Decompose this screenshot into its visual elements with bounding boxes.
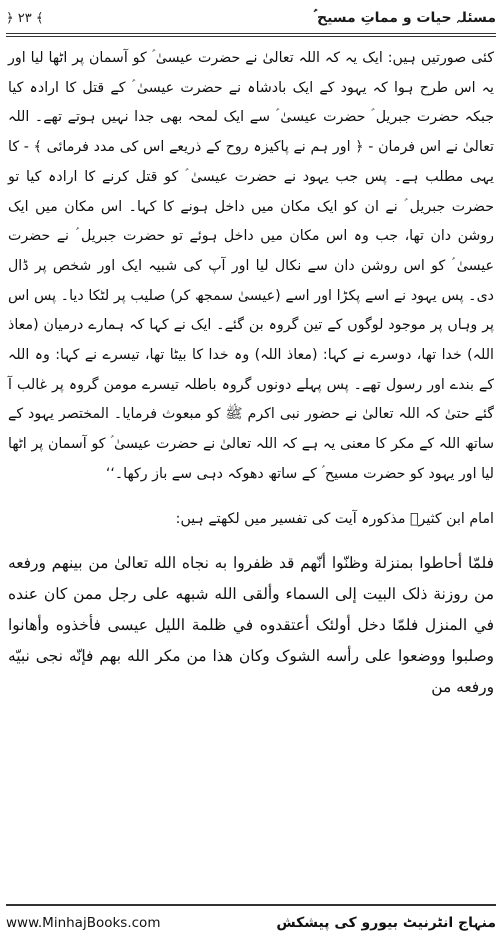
urdu-paragraph: کئی صورتیں ہیں: ایک یہ کہ اللہ تعالیٰ نے حضرت عیسیٰ ؑ کو آسمان پر اٹھا لیا اور یہ اس طرح ہوا کہ یہود کے ایک بادشاہ نے حضرت عیسیٰ ؑ کے قتل کا ارادہ کیا جبکہ حضرت جبریل ؑ حضرت عیسیٰ ؑ سے ایک لمحہ بھی جدا نہیں ہوتے تھے۔ اللہ تعالیٰ نے اس فرمان - ﴿ اور ہم نے پاکیزہ روح کے ذریعے اس کی مدد فرمائی ﴾ - کا یہی مطلب ہے۔ پس جب یہود نے حضرت عیسیٰ ؑ کو قتل کرنے کا ارادہ کیا تو حضرت جبریل ؑ نے ان کو ایک مکان میں داخل ہونے کا کہا۔ اس مکان میں ایک روشن دان تھا، جب وہ اس مکان میں داخل ہوئے تو حضرت جبریل ؑ نے حضرت عیسیٰ ؑ کو اس روشن دان سے نکال لیا اور آپ کی شبیہ ایک اور شخص پر ڈال دی۔ پس یہود نے اسے پکڑا اور اسے (عیسیٰ سمجھ کر) صلیب پر لٹکا دیا۔ پس اس پر وہاں پر موجود لوگوں کے تین گروہ بن گئے۔ ایک نے کہا کہ ہمارے درمیان (معاذ اللہ) خدا تھا، دوسرے نے کہا: (معاذ اللہ) وہ خدا کا بیٹا تھا، تیسرے نے کہا: وہ اللہ کے بندے اور رسول تھے۔ پس پہلے دونوں گروہ باطلہ تیسرے مومن گروہ پر غالب آ گئے حتیٰ کہ اللہ تعالیٰ نے حضور نبی اکرم ﷺ کو مبعوث فرمایا۔ المختصر یہود کے ساتھ اللہ کے مکر کا معنی یہ ہے کہ اللہ تعالیٰ نے حضرت عیسیٰ ؑ کو آسمان پر اٹھا لیا اور یہود کو حضرت مسیح ؑ کے ساتھ دھوکہ دہی سے باز رکھا۔‘‘ <box>8 50 494 482</box>
website-link[interactable]: www.MinhajBooks.com <box>6 915 161 931</box>
header-rule-bottom <box>6 36 496 37</box>
urdu-text-block <box>8 44 494 490</box>
page-footer <box>6 909 496 937</box>
quote-intro: امام ابن کثیرؒ مذکورہ آیت کی تفسیر میں لکھتے ہیں: <box>175 510 494 527</box>
page-number: ﴿ ۲۳ ﴾ <box>6 10 44 26</box>
arabic-quote: فلمّا أحاطوا بمنزلة وظنّوا أنّهم قد ظفروا به نجاه الله تعالیٰ من بينهم ورفعه من روزنة ذلک البيت إلى السماء وألقى الله شبهه على رجل ممن کان عنده في المنزل فلمّا دخل أولئک أعتقدوه في ظلمة الليل عيسى فأخذوه وأهانوا وصلبوا ووضعوا على رأسه الشوک وکان هذا من مکر الله بهم فإنّه نجى نبيّه ورفعه من <box>8 553 494 696</box>
running-title: مسئلہ حیات و مماتِ مسیح ؑ <box>313 10 496 26</box>
header-rule-top <box>6 33 496 34</box>
publisher-credit: منہاج انٹرنیٹ بیورو کی پیشکش <box>276 915 496 931</box>
page-body <box>8 44 494 703</box>
page-header <box>6 6 496 30</box>
footer-rule <box>6 904 496 906</box>
